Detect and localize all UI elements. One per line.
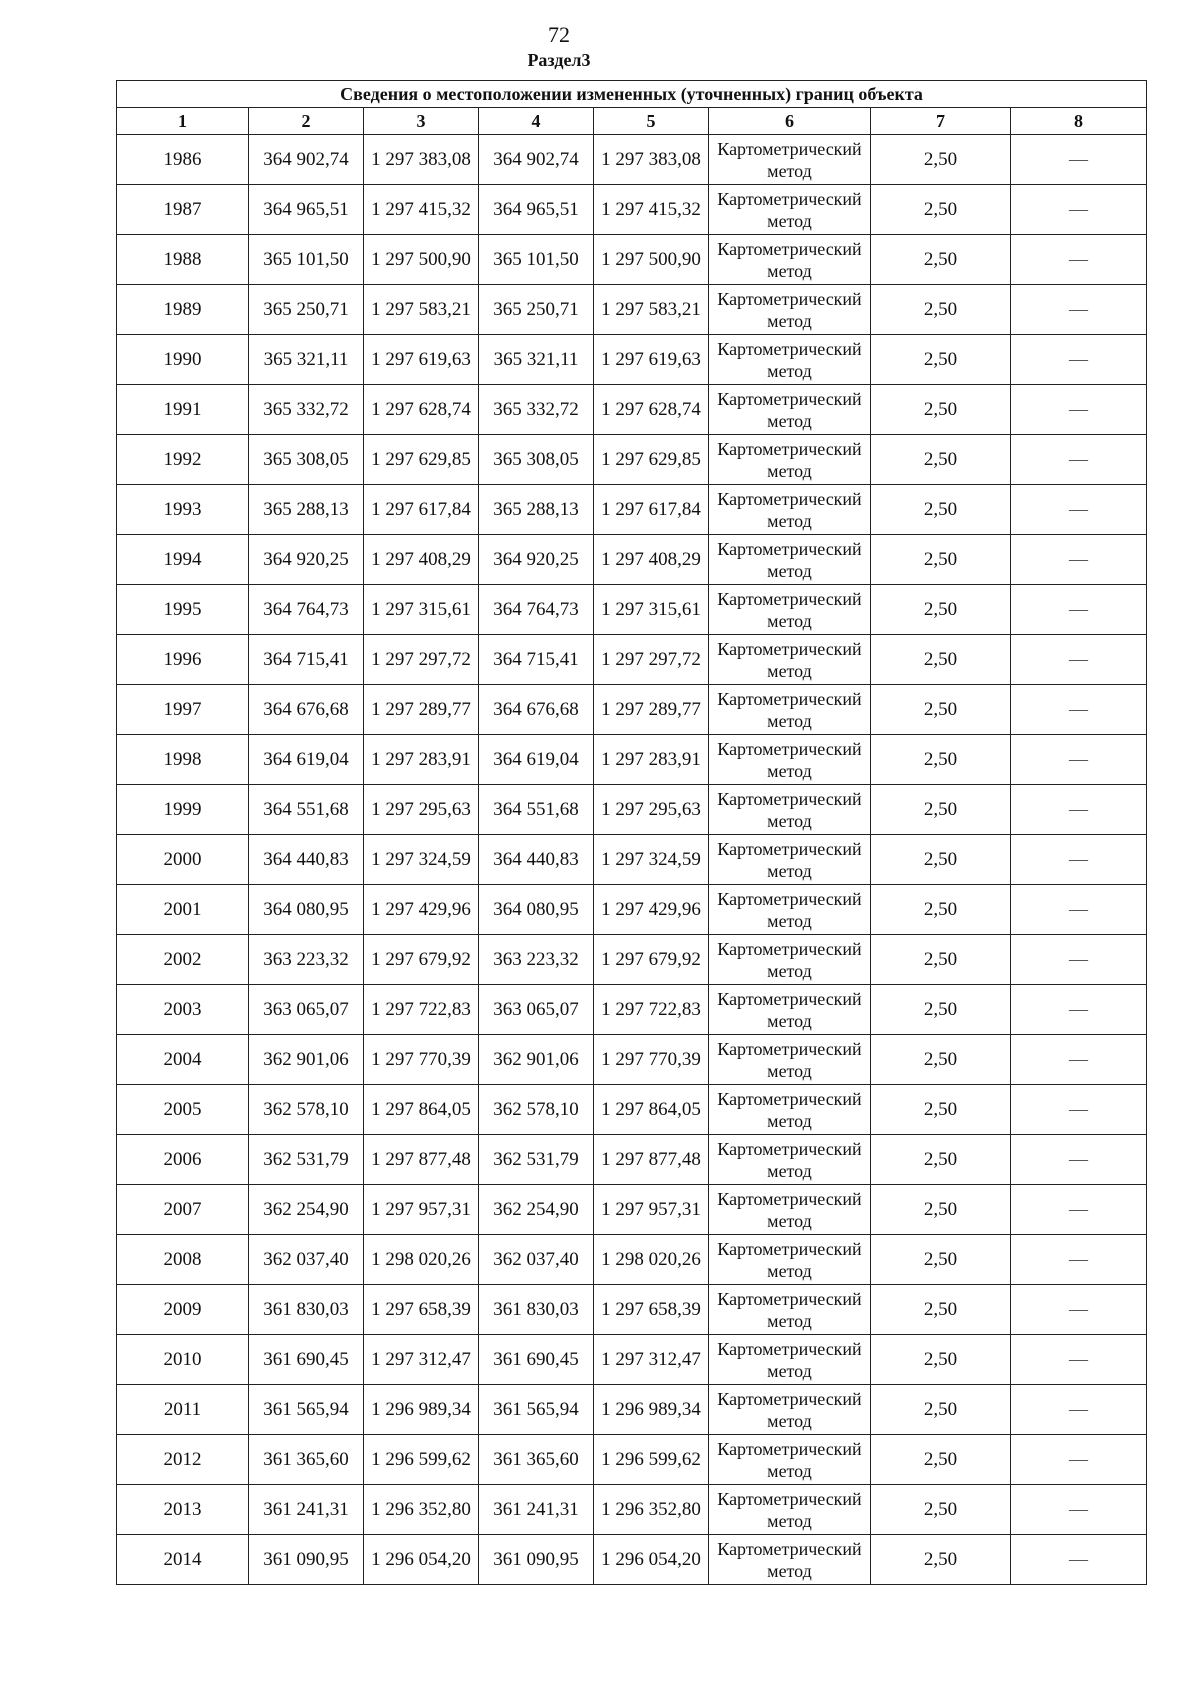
y-new-cell: 1 298 020,26: [594, 1235, 709, 1285]
point-number-cell: 2008: [117, 1235, 249, 1285]
y-new-cell: 1 296 989,34: [594, 1385, 709, 1435]
column-header: 4: [479, 108, 594, 135]
y-new-cell: 1 297 957,31: [594, 1185, 709, 1235]
y-old-cell: 1 297 283,91: [364, 735, 479, 785]
method-cell: Картометрический метод: [709, 1335, 871, 1385]
y-new-cell: 1 297 628,74: [594, 385, 709, 435]
x-old-cell: 362 578,10: [249, 1085, 364, 1135]
boundary-coordinates-table: [116, 80, 1147, 1585]
x-new-cell: 364 619,04: [479, 735, 594, 785]
point-number-cell: 1989: [117, 285, 249, 335]
x-old-cell: 361 241,31: [249, 1485, 364, 1535]
method-cell: Картометрический метод: [709, 1185, 871, 1235]
y-new-cell: 1 297 297,72: [594, 635, 709, 685]
method-cell: Картометрический метод: [709, 435, 871, 485]
accuracy-cell: 2,50: [871, 1185, 1011, 1235]
point-number-cell: 2010: [117, 1335, 249, 1385]
x-old-cell: 362 037,40: [249, 1235, 364, 1285]
y-old-cell: 1 297 957,31: [364, 1185, 479, 1235]
y-old-cell: 1 297 324,59: [364, 835, 479, 885]
description-cell: —: [1011, 935, 1147, 985]
y-old-cell: 1 297 617,84: [364, 485, 479, 535]
x-old-cell: 365 308,05: [249, 435, 364, 485]
table-caption: Сведения о местоположении измененных (уточненных) границ объекта: [117, 81, 1147, 108]
table-row: [117, 785, 1147, 835]
x-old-cell: 365 321,11: [249, 335, 364, 385]
accuracy-cell: 2,50: [871, 185, 1011, 235]
x-new-cell: 363 223,32: [479, 935, 594, 985]
y-new-cell: 1 297 877,48: [594, 1135, 709, 1185]
x-old-cell: 361 090,95: [249, 1535, 364, 1585]
x-new-cell: 365 332,72: [479, 385, 594, 435]
accuracy-cell: 2,50: [871, 1285, 1011, 1335]
description-cell: —: [1011, 385, 1147, 435]
table-row: [117, 1485, 1147, 1535]
y-old-cell: 1 297 619,63: [364, 335, 479, 385]
accuracy-cell: 2,50: [871, 635, 1011, 685]
accuracy-cell: 2,50: [871, 435, 1011, 485]
point-number-cell: 1990: [117, 335, 249, 385]
y-new-cell: 1 296 054,20: [594, 1535, 709, 1585]
y-old-cell: 1 297 864,05: [364, 1085, 479, 1135]
y-old-cell: 1 297 289,77: [364, 685, 479, 735]
y-old-cell: 1 297 297,72: [364, 635, 479, 685]
x-old-cell: 365 332,72: [249, 385, 364, 435]
method-cell: Картометрический метод: [709, 735, 871, 785]
x-new-cell: 364 965,51: [479, 185, 594, 235]
y-new-cell: 1 297 383,08: [594, 135, 709, 185]
table-row: [117, 685, 1147, 735]
y-old-cell: 1 297 408,29: [364, 535, 479, 585]
x-new-cell: 364 920,25: [479, 535, 594, 585]
column-header: 3: [364, 108, 479, 135]
accuracy-cell: 2,50: [871, 585, 1011, 635]
method-cell: Картометрический метод: [709, 785, 871, 835]
accuracy-cell: 2,50: [871, 1335, 1011, 1385]
method-cell: Картометрический метод: [709, 585, 871, 635]
table-row: [117, 1385, 1147, 1435]
description-cell: —: [1011, 835, 1147, 885]
accuracy-cell: 2,50: [871, 1135, 1011, 1185]
point-number-cell: 2004: [117, 1035, 249, 1085]
x-old-cell: 364 440,83: [249, 835, 364, 885]
table-row: [117, 335, 1147, 385]
table-body: [117, 135, 1147, 1585]
method-cell: Картометрический метод: [709, 1435, 871, 1485]
x-old-cell: 363 065,07: [249, 985, 364, 1035]
y-new-cell: 1 297 617,84: [594, 485, 709, 535]
x-new-cell: 362 901,06: [479, 1035, 594, 1085]
y-new-cell: 1 297 295,63: [594, 785, 709, 835]
column-header: 2: [249, 108, 364, 135]
y-old-cell: 1 296 989,34: [364, 1385, 479, 1435]
method-cell: Картометрический метод: [709, 1535, 871, 1585]
x-old-cell: 362 901,06: [249, 1035, 364, 1085]
description-cell: —: [1011, 1385, 1147, 1435]
y-old-cell: 1 297 583,21: [364, 285, 479, 335]
x-old-cell: 361 690,45: [249, 1335, 364, 1385]
method-cell: Картометрический метод: [709, 1135, 871, 1185]
x-new-cell: 364 764,73: [479, 585, 594, 635]
accuracy-cell: 2,50: [871, 1035, 1011, 1085]
x-new-cell: 365 288,13: [479, 485, 594, 535]
y-old-cell: 1 296 352,80: [364, 1485, 479, 1535]
column-header: 7: [871, 108, 1011, 135]
x-old-cell: 364 619,04: [249, 735, 364, 785]
point-number-cell: 1994: [117, 535, 249, 585]
column-header: 1: [117, 108, 249, 135]
description-cell: —: [1011, 1335, 1147, 1385]
x-new-cell: 361 830,03: [479, 1285, 594, 1335]
x-new-cell: 365 101,50: [479, 235, 594, 285]
table-row: [117, 1435, 1147, 1485]
x-new-cell: 361 090,95: [479, 1535, 594, 1585]
accuracy-cell: 2,50: [871, 685, 1011, 735]
accuracy-cell: 2,50: [871, 985, 1011, 1035]
x-new-cell: 365 308,05: [479, 435, 594, 485]
y-new-cell: 1 297 415,32: [594, 185, 709, 235]
y-old-cell: 1 298 020,26: [364, 1235, 479, 1285]
point-number-cell: 2005: [117, 1085, 249, 1135]
description-cell: —: [1011, 735, 1147, 785]
x-old-cell: 364 764,73: [249, 585, 364, 635]
x-new-cell: 364 715,41: [479, 635, 594, 685]
description-cell: —: [1011, 1485, 1147, 1535]
y-new-cell: 1 297 629,85: [594, 435, 709, 485]
description-cell: —: [1011, 235, 1147, 285]
description-cell: —: [1011, 635, 1147, 685]
x-old-cell: 362 254,90: [249, 1185, 364, 1235]
page-number: 72: [548, 22, 570, 47]
table-row: [117, 585, 1147, 635]
y-old-cell: 1 297 500,90: [364, 235, 479, 285]
description-cell: —: [1011, 1035, 1147, 1085]
method-cell: Картометрический метод: [709, 935, 871, 985]
accuracy-cell: 2,50: [871, 835, 1011, 885]
x-new-cell: 364 902,74: [479, 135, 594, 185]
accuracy-cell: 2,50: [871, 235, 1011, 285]
x-old-cell: 364 080,95: [249, 885, 364, 935]
accuracy-cell: 2,50: [871, 785, 1011, 835]
y-new-cell: 1 296 599,62: [594, 1435, 709, 1485]
method-cell: Картометрический метод: [709, 1285, 871, 1335]
x-new-cell: 362 254,90: [479, 1185, 594, 1235]
description-cell: —: [1011, 185, 1147, 235]
accuracy-cell: 2,50: [871, 385, 1011, 435]
x-old-cell: 364 965,51: [249, 185, 364, 235]
table-row: [117, 1235, 1147, 1285]
y-new-cell: 1 297 324,59: [594, 835, 709, 885]
x-new-cell: 361 565,94: [479, 1385, 594, 1435]
description-cell: —: [1011, 1085, 1147, 1135]
point-number-cell: 1996: [117, 635, 249, 685]
method-cell: Картометрический метод: [709, 335, 871, 385]
y-new-cell: 1 297 289,77: [594, 685, 709, 735]
method-cell: Картометрический метод: [709, 285, 871, 335]
accuracy-cell: 2,50: [871, 1385, 1011, 1435]
y-old-cell: 1 297 429,96: [364, 885, 479, 935]
x-old-cell: 363 223,32: [249, 935, 364, 985]
x-new-cell: 364 080,95: [479, 885, 594, 935]
y-new-cell: 1 297 864,05: [594, 1085, 709, 1135]
method-cell: Картометрический метод: [709, 635, 871, 685]
x-old-cell: 364 715,41: [249, 635, 364, 685]
table-row: [117, 985, 1147, 1035]
table-row: [117, 435, 1147, 485]
column-header: 6: [709, 108, 871, 135]
method-cell: Картометрический метод: [709, 485, 871, 535]
description-cell: —: [1011, 985, 1147, 1035]
y-old-cell: 1 297 415,32: [364, 185, 479, 235]
description-cell: —: [1011, 285, 1147, 335]
section-title: Раздел3: [527, 50, 591, 70]
y-new-cell: 1 297 679,92: [594, 935, 709, 985]
description-cell: —: [1011, 335, 1147, 385]
accuracy-cell: 2,50: [871, 935, 1011, 985]
table-row: [117, 735, 1147, 785]
x-new-cell: 364 551,68: [479, 785, 594, 835]
y-new-cell: 1 297 429,96: [594, 885, 709, 935]
y-old-cell: 1 297 628,74: [364, 385, 479, 435]
description-cell: —: [1011, 885, 1147, 935]
y-new-cell: 1 297 315,61: [594, 585, 709, 635]
y-old-cell: 1 297 383,08: [364, 135, 479, 185]
y-new-cell: 1 297 722,83: [594, 985, 709, 1035]
table-row: [117, 835, 1147, 885]
y-new-cell: 1 297 619,63: [594, 335, 709, 385]
x-new-cell: 363 065,07: [479, 985, 594, 1035]
table-row: [117, 1135, 1147, 1185]
table-row: [117, 285, 1147, 335]
table-row: [117, 135, 1147, 185]
x-old-cell: 365 250,71: [249, 285, 364, 335]
x-old-cell: 361 830,03: [249, 1285, 364, 1335]
description-cell: —: [1011, 135, 1147, 185]
description-cell: —: [1011, 1235, 1147, 1285]
table-row: [117, 1035, 1147, 1085]
description-cell: —: [1011, 1535, 1147, 1585]
point-number-cell: 1992: [117, 435, 249, 485]
accuracy-cell: 2,50: [871, 1235, 1011, 1285]
x-new-cell: 365 321,11: [479, 335, 594, 385]
accuracy-cell: 2,50: [871, 485, 1011, 535]
x-new-cell: 364 440,83: [479, 835, 594, 885]
accuracy-cell: 2,50: [871, 335, 1011, 385]
y-old-cell: 1 297 312,47: [364, 1335, 479, 1385]
column-header: 8: [1011, 108, 1147, 135]
point-number-cell: 2014: [117, 1535, 249, 1585]
description-cell: —: [1011, 435, 1147, 485]
point-number-cell: 2002: [117, 935, 249, 985]
point-number-cell: 1987: [117, 185, 249, 235]
point-number-cell: 2003: [117, 985, 249, 1035]
point-number-cell: 1995: [117, 585, 249, 635]
point-number-cell: 1997: [117, 685, 249, 735]
accuracy-cell: 2,50: [871, 1085, 1011, 1135]
point-number-cell: 1999: [117, 785, 249, 835]
x-old-cell: 364 676,68: [249, 685, 364, 735]
x-new-cell: 365 250,71: [479, 285, 594, 335]
x-old-cell: 362 531,79: [249, 1135, 364, 1185]
table-row: [117, 1085, 1147, 1135]
y-new-cell: 1 297 770,39: [594, 1035, 709, 1085]
table-row: [117, 235, 1147, 285]
table-row: [117, 935, 1147, 985]
method-cell: Картометрический метод: [709, 135, 871, 185]
description-cell: —: [1011, 1185, 1147, 1235]
table-row: [117, 1285, 1147, 1335]
table-row: [117, 1185, 1147, 1235]
description-cell: —: [1011, 1435, 1147, 1485]
method-cell: Картометрический метод: [709, 235, 871, 285]
table-row: [117, 185, 1147, 235]
y-new-cell: 1 297 658,39: [594, 1285, 709, 1335]
x-new-cell: 361 690,45: [479, 1335, 594, 1385]
column-header: 5: [594, 108, 709, 135]
x-new-cell: 362 531,79: [479, 1135, 594, 1185]
method-cell: Картометрический метод: [709, 385, 871, 435]
table-row: [117, 485, 1147, 535]
y-new-cell: 1 297 500,90: [594, 235, 709, 285]
y-old-cell: 1 297 629,85: [364, 435, 479, 485]
method-cell: Картометрический метод: [709, 1485, 871, 1535]
accuracy-cell: 2,50: [871, 1435, 1011, 1485]
method-cell: Картометрический метод: [709, 535, 871, 585]
x-new-cell: 364 676,68: [479, 685, 594, 735]
y-old-cell: 1 297 877,48: [364, 1135, 479, 1185]
accuracy-cell: 2,50: [871, 535, 1011, 585]
point-number-cell: 2006: [117, 1135, 249, 1185]
y-old-cell: 1 297 770,39: [364, 1035, 479, 1085]
point-number-cell: 1993: [117, 485, 249, 535]
point-number-cell: 1991: [117, 385, 249, 435]
accuracy-cell: 2,50: [871, 885, 1011, 935]
description-cell: —: [1011, 1135, 1147, 1185]
table-row: [117, 635, 1147, 685]
point-number-cell: 2001: [117, 885, 249, 935]
y-new-cell: 1 296 352,80: [594, 1485, 709, 1535]
description-cell: —: [1011, 785, 1147, 835]
x-old-cell: 365 288,13: [249, 485, 364, 535]
method-cell: Картометрический метод: [709, 985, 871, 1035]
y-new-cell: 1 297 283,91: [594, 735, 709, 785]
x-new-cell: 362 037,40: [479, 1235, 594, 1285]
y-new-cell: 1 297 312,47: [594, 1335, 709, 1385]
method-cell: Картометрический метод: [709, 1235, 871, 1285]
point-number-cell: 1986: [117, 135, 249, 185]
point-number-cell: 2013: [117, 1485, 249, 1535]
column-header-row: [117, 108, 1147, 135]
method-cell: Картометрический метод: [709, 185, 871, 235]
x-old-cell: 361 365,60: [249, 1435, 364, 1485]
method-cell: Картометрический метод: [709, 885, 871, 935]
point-number-cell: 2009: [117, 1285, 249, 1335]
y-old-cell: 1 296 599,62: [364, 1435, 479, 1485]
y-old-cell: 1 297 295,63: [364, 785, 479, 835]
description-cell: —: [1011, 535, 1147, 585]
x-new-cell: 361 241,31: [479, 1485, 594, 1535]
point-number-cell: 2007: [117, 1185, 249, 1235]
table-row: [117, 385, 1147, 435]
point-number-cell: 1998: [117, 735, 249, 785]
x-old-cell: 364 551,68: [249, 785, 364, 835]
x-old-cell: 364 902,74: [249, 135, 364, 185]
description-cell: —: [1011, 1285, 1147, 1335]
point-number-cell: 2012: [117, 1435, 249, 1485]
point-number-cell: 1988: [117, 235, 249, 285]
accuracy-cell: 2,50: [871, 285, 1011, 335]
method-cell: Картометрический метод: [709, 1385, 871, 1435]
description-cell: —: [1011, 685, 1147, 735]
y-old-cell: 1 297 658,39: [364, 1285, 479, 1335]
x-old-cell: 364 920,25: [249, 535, 364, 585]
y-new-cell: 1 297 408,29: [594, 535, 709, 585]
table-row: [117, 885, 1147, 935]
x-new-cell: 362 578,10: [479, 1085, 594, 1135]
y-old-cell: 1 297 722,83: [364, 985, 479, 1035]
y-old-cell: 1 297 315,61: [364, 585, 479, 635]
table-row: [117, 1535, 1147, 1585]
x-new-cell: 361 365,60: [479, 1435, 594, 1485]
x-old-cell: 361 565,94: [249, 1385, 364, 1435]
accuracy-cell: 2,50: [871, 1485, 1011, 1535]
y-new-cell: 1 297 583,21: [594, 285, 709, 335]
point-number-cell: 2011: [117, 1385, 249, 1435]
description-cell: —: [1011, 485, 1147, 535]
accuracy-cell: 2,50: [871, 1535, 1011, 1585]
y-old-cell: 1 296 054,20: [364, 1535, 479, 1585]
description-cell: —: [1011, 585, 1147, 635]
y-old-cell: 1 297 679,92: [364, 935, 479, 985]
accuracy-cell: 2,50: [871, 135, 1011, 185]
method-cell: Картометрический метод: [709, 1035, 871, 1085]
method-cell: Картометрический метод: [709, 685, 871, 735]
table-row: [117, 1335, 1147, 1385]
x-old-cell: 365 101,50: [249, 235, 364, 285]
method-cell: Картометрический метод: [709, 1085, 871, 1135]
point-number-cell: 2000: [117, 835, 249, 885]
accuracy-cell: 2,50: [871, 735, 1011, 785]
table-row: [117, 535, 1147, 585]
method-cell: Картометрический метод: [709, 835, 871, 885]
